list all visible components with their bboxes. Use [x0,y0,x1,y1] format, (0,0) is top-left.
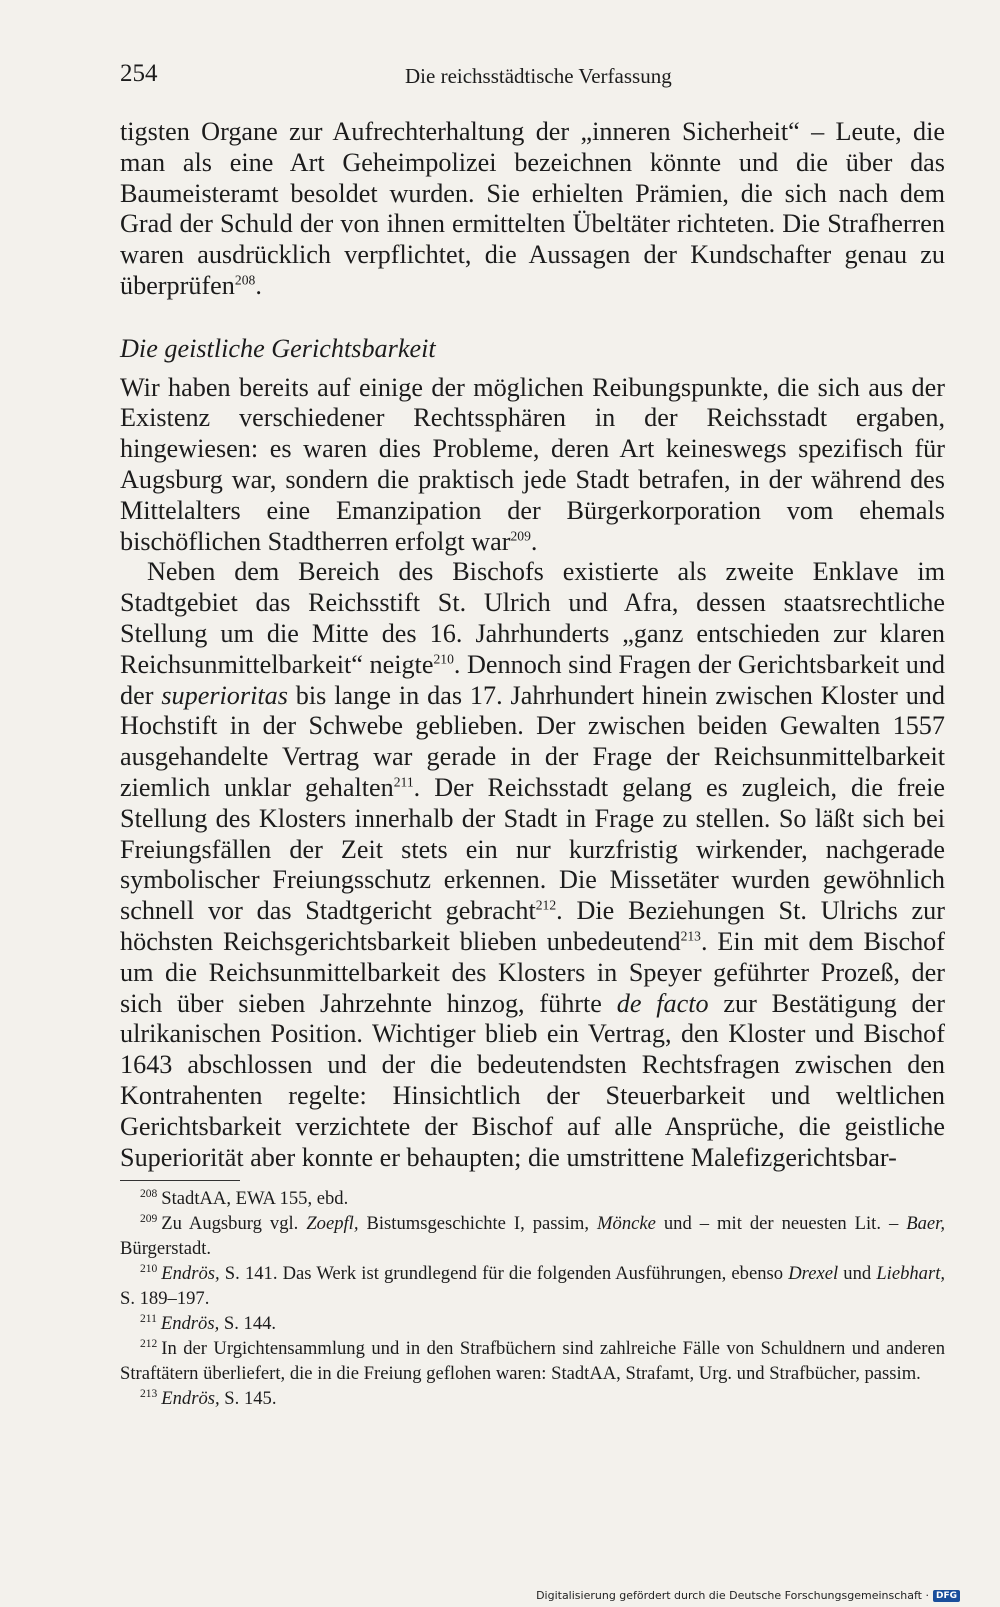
credit-text: Digitalisierung gefördert durch die Deutsche Forschungsgemeinschaft · [536,1589,929,1602]
page-header [120,60,920,96]
footnote-209 [120,1211,945,1261]
footnote-211 [120,1311,945,1336]
footnote-ref: 211 [393,774,414,790]
author-name: Liebhart, [876,1263,946,1284]
footnote-text: S. 145. [219,1388,277,1409]
paragraph-text: . Dennoch sind Fragen der Gerichtsbarkeit und der [120,649,946,710]
footnote-ref: 212 [535,897,557,913]
paragraph-2 [120,373,945,558]
footnote-text: S. 189–197. [120,1288,210,1309]
paragraph-1 [120,117,945,302]
paragraph-text: . Die Beziehungen St. Ulrichs zur höchsten Reichsgerichtsbarkeit blieben unbedeutend [120,896,945,956]
footnote-number: 208 [140,1187,158,1200]
author-name: Zoepfl, [306,1213,359,1234]
footnote-text: Bistumsgeschichte I, passim, [358,1213,598,1234]
footnote-208 [120,1186,945,1211]
paragraph-3 [120,557,945,1173]
dfg-logo: DFG [933,1590,960,1602]
author-name: Endrös, [161,1263,220,1284]
footnote-divider [120,1180,240,1181]
paragraph-text: tigsten Organe zur Aufrechterhaltung der „inneren Sicherheit“ – Leute, die man als eine Art Geheimpolizei bezeichnen könnte und die über das Baumeisteramt besoldet wurden. Sie erhielten Prämien, die sich nach dem Grad der Schuld der von ihnen ermittelten Übeltäter richteten. Die Strafherren waren ausdrücklich verpflichtet, die Aussagen der Kundschafter genau zu überprüfen [120,117,945,300]
paragraph-text: . Ein mit dem Bischof um die Reichsunmittelbarkeit des Klosters in Speyer geführter Prozeß, der sich über sieben Jahrzehnte hinzog, führte [120,926,945,1018]
footnote-ref: 209 [510,527,531,543]
footnote-210 [120,1261,945,1311]
footnote-text: S. 144. [219,1313,277,1334]
footnote-number: 210 [140,1262,158,1275]
digitization-credit [536,1589,960,1602]
footnote-ref: 213 [680,928,701,944]
paragraph-text: bis lange in das 17. Jahrhundert hinein zwischen Kloster und Hochstift in der Schwebe geblieben. Der zwischen beiden Gewalten 1557 ausgehandelte Vertrag war gerade in der Frage der Reichsunmittelbarkeit ziemlich unklar gehalten [120,680,945,802]
author-name: Möncke [597,1213,656,1234]
paragraph-text: Neben dem Bereich des Bischofs existierte als zweite Enklave im Stadtgebiet das Reichsstift St. Ulrich und Afra, dessen staatsrechtliche Stellung um die Mitte des 16. Jahrhunderts „ganz entschieden zur klaren Reichsunmittelbarkeit“ neigte [120,557,945,679]
footnote-text: und [838,1263,877,1284]
paragraph-text: . Der Reichsstadt gelang es zugleich, die freie Stellung des Klosters innerhalb der Stadt in Frage zu stellen. So läßt sich bei Freiungsfällen der Zeit stets ein nur kurzfristig wirkender, nachgerade symbolischer Freiungsschutz erkennen. Die Missetäter wurden gewöhnlich schnell vor das Stadtgericht gebracht [120,772,945,926]
page-number: 254 [120,60,158,87]
author-name: Endrös, [161,1388,220,1409]
author-name: Endrös, [160,1313,220,1334]
footnote-ref: 208 [234,272,256,288]
author-name: Baer, [906,1213,945,1234]
footnote-212 [120,1336,945,1386]
footnote-text: Zu Augsburg vgl. [161,1213,307,1234]
italic-term: superioritas [161,680,288,710]
paragraph-end: . [530,526,538,556]
footnote-number: 211 [140,1312,157,1325]
author-name: Drexel [788,1263,839,1284]
footnote-text: Bürgerstadt. [120,1238,212,1259]
footnote-text: S. 141. Das Werk ist grundlegend für die folgenden Ausführungen, ebenso [219,1263,789,1284]
footnote-number: 209 [140,1212,158,1225]
paragraph-text: zur Bestätigung der ulrikanischen Position. Wichtiger blieb ein Vertrag, den Kloster und Bischof 1643 abschlossen und der die bedeutendsten Rechtsfragen zwischen den Kontrahenten regelte: Hinsichtlich der Steuerbarkeit und weltlichen Gerichtsbarkeit verzichtete der Bischof auf alle Ansprüche, die geistliche Superiorität aber konnte er behaupten; die umstrittene Malefizgerichtsbar- [120,988,945,1172]
footnote-number: 212 [140,1337,158,1350]
footnotes [120,1186,945,1411]
paragraph-text: Wir haben bereits auf einige der möglichen Reibungspunkte, die sich aus der Existenz verschiedener Rechtssphären in der Reichsstadt ergaben, hingewiesen: es waren dies Probleme, deren Art keineswegs spezifisch für Augsburg war, sondern die praktisch jede Stadt betrafen, in der während des Mittelalters eine Emanzipation der Bürgerkorporation vom ehemals bischöflichen Stadtherren erfolgt war [120,372,945,556]
footnote-text: In der Urgichtensammlung und in den Strafbüchern sind zahlreiche Fälle von Schuldnern und anderen Straftätern überliefert, die in die Freiung geflohen waren: StadtAA, Strafamt, Urg. und Strafbücher, passim. [120,1338,945,1384]
italic-term: de facto [616,988,709,1018]
footnote-ref: 210 [433,651,454,667]
paragraph-end: . [255,270,262,300]
main-text [120,117,945,1173]
footnote-number: 213 [140,1387,158,1400]
section-heading: Die geistliche Gerichtsbarkeit [120,333,436,363]
running-title: Die reichsstädtische Verfassung [405,64,672,88]
footnote-text: und – mit der neuesten Lit. – [655,1213,907,1234]
footnote-text: StadtAA, EWA 155, ebd. [161,1188,349,1209]
footnote-213 [120,1386,945,1411]
